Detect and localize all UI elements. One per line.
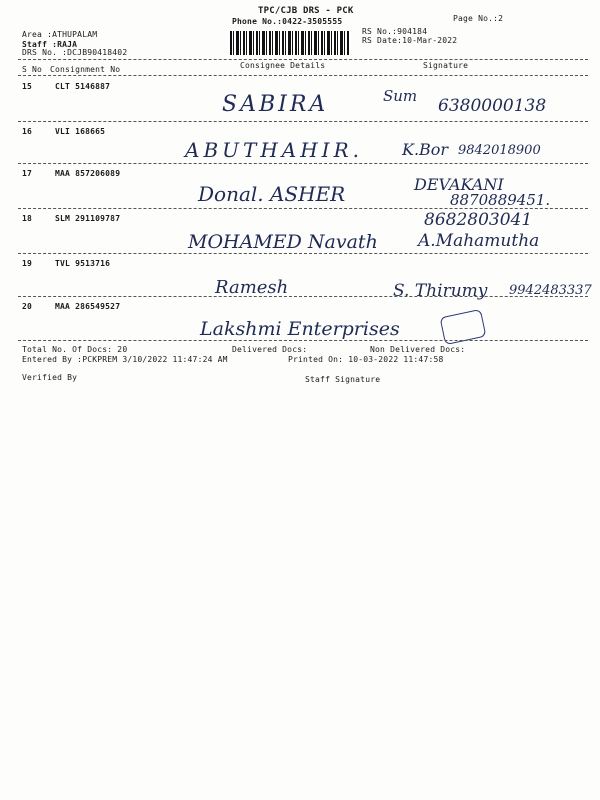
consignee-name: Donal. ASHER: [198, 182, 346, 206]
row-sno: 19: [22, 259, 33, 268]
row-sno: 15: [22, 82, 33, 91]
row-divider: [18, 340, 588, 341]
rs-number: RS No.:904184: [362, 27, 428, 36]
contact-number: 6380000138: [438, 96, 547, 116]
total-docs: Total No. Of Docs: 20: [22, 345, 128, 354]
consignee-name: ABUTHAHIR.: [185, 138, 363, 162]
signature-mark: K.Bor: [402, 140, 449, 159]
row-consignment: MAA 286549527: [55, 302, 121, 311]
column-divider: [18, 75, 588, 76]
signature-mark: DEVAKANI: [414, 175, 504, 194]
barcode: [230, 31, 350, 55]
signature-mark: Sum: [383, 87, 418, 105]
consignee-name: SABIRA: [222, 92, 329, 117]
column-consignment: Consignment No: [50, 65, 121, 74]
staff-label: Staff :RAJA: [22, 40, 78, 49]
signature-mark: A.Mahamutha: [418, 231, 540, 251]
row-divider: [18, 121, 588, 122]
verified-by: Verified By: [22, 373, 78, 382]
row-divider: [18, 296, 588, 297]
header-divider: [18, 59, 588, 60]
contact-number: 8870889451.: [450, 191, 551, 209]
consignee-name: Lakshmi Enterprises: [200, 318, 400, 340]
page-number: Page No.:2: [453, 14, 504, 23]
non-delivered-docs: Non Delivered Docs:: [370, 345, 466, 354]
row-consignment: CLT 5146887: [55, 82, 111, 91]
entered-by: Entered By :PCKPREM 3/10/2022 11:47:24 AM: [22, 355, 228, 364]
consignee-name: Ramesh: [215, 277, 289, 298]
row-sno: 17: [22, 169, 33, 178]
row-divider: [18, 208, 588, 209]
row-divider: [18, 253, 588, 254]
row-consignment: TVL 9513716: [55, 259, 111, 268]
signature-mark: S. Thirumy: [393, 281, 488, 301]
row-consignment: SLM 291109787: [55, 214, 121, 223]
column-sno: S No: [22, 65, 43, 74]
contact-number: 9942483337: [509, 283, 592, 298]
row-sno: 16: [22, 127, 33, 136]
phone-number: Phone No.:0422-3505555: [232, 17, 343, 26]
column-signature: Signature: [423, 61, 469, 70]
document-title: TPC/CJB DRS - PCK: [258, 6, 354, 16]
row-consignment: VLI 168665: [55, 127, 106, 136]
contact-number: 9842018900: [458, 143, 541, 158]
row-sno: 20: [22, 302, 33, 311]
row-divider: [18, 163, 588, 164]
consignee-name: MOHAMED Navath: [188, 231, 378, 253]
rs-date: RS Date:10-Mar-2022: [362, 36, 458, 45]
drs-number: DRS No. :DCJB90418402: [22, 48, 128, 57]
printed-on: Printed On: 10-03-2022 11:47:58: [288, 355, 444, 364]
delivered-docs: Delivered Docs:: [232, 345, 308, 354]
staff-signature: Staff Signature: [305, 375, 381, 384]
row-consignment: MAA 857206089: [55, 169, 121, 178]
column-consignee: Consignee Details: [240, 61, 326, 70]
row-sno: 18: [22, 214, 33, 223]
contact-number: 8682803041: [424, 210, 533, 230]
area-label: Area :ATHUPALAM: [22, 30, 98, 39]
